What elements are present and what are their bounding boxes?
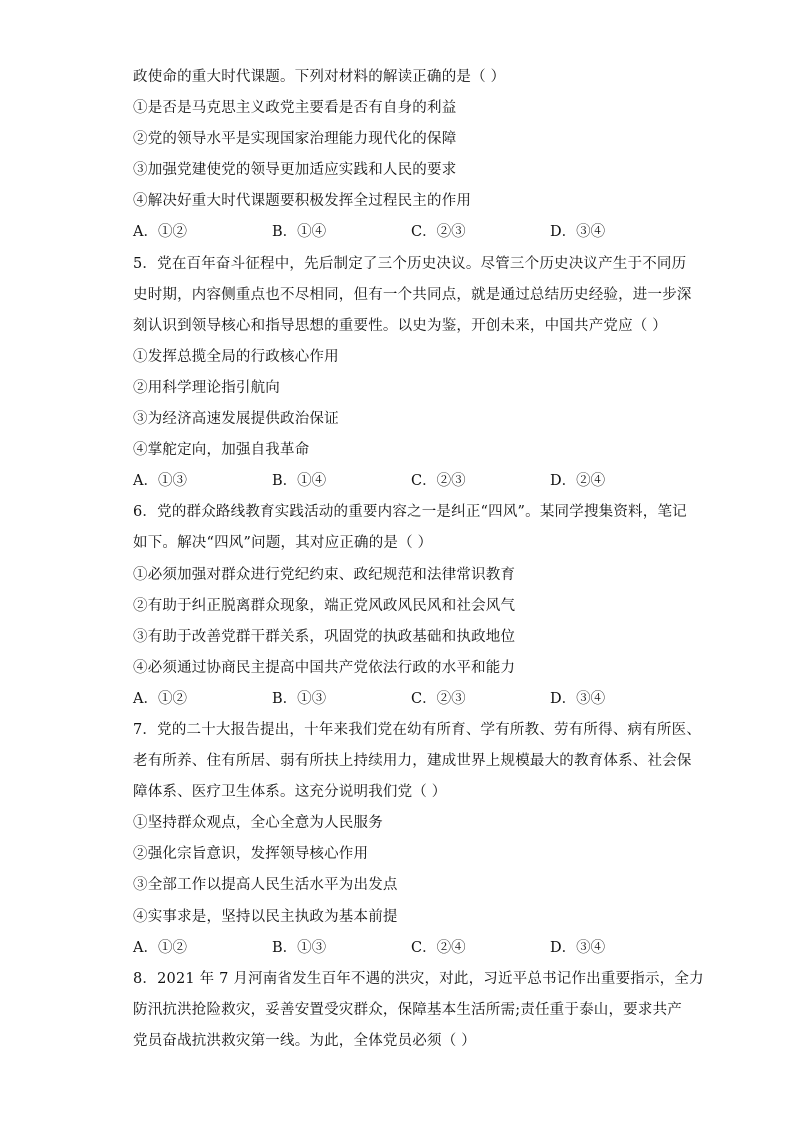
statement-3: ③为经济高速发展提供政治保证 — [133, 411, 339, 428]
question-stem-line: 史时期，内容侧重点也不尽相同，但有一个共同点，就是通过总结历史经验，进一步深 — [133, 286, 692, 303]
option-d: D．③④ — [550, 224, 606, 241]
statement-2: ②有助于纠正脱离群众现象，端正党风政风民风和社会风气 — [133, 597, 516, 614]
question-stem: 政使命的重大时代课题。下列对材料的解读正确的是（ ） — [133, 69, 506, 85]
option-b: B．①④ — [272, 473, 327, 490]
option-d: D．③④ — [550, 690, 606, 707]
exam-page — [133, 62, 704, 1057]
question-6 — [133, 497, 687, 715]
question-stem-line: 刻认识到领导核心和指导思想的重要性。以史为鉴，开创未来，中国共产党应（ ） — [133, 317, 668, 334]
question-stem-line: 5．党在百年奋斗征程中，先后制定了三个历史决议。尽管三个历史决议产生于不同历 — [133, 255, 687, 272]
statement-1: ①坚持群众观点，全心全意为人民服务 — [133, 815, 383, 832]
answer-options — [133, 466, 673, 497]
statement-3: ③有助于改善党群干群关系，巩固党的执政基础和执政地位 — [133, 628, 516, 645]
statement-3: ③全部工作以提高人民生活水平为出发点 — [133, 877, 398, 894]
option-d: D．②④ — [550, 473, 606, 490]
option-a: A．①③ — [133, 473, 187, 490]
question-5 — [133, 249, 692, 498]
question-stem-line: 8．2021 年 7 月河南省发生百年不遇的洪灾，对此，习近平总书记作出重要指示，全力 — [133, 970, 704, 987]
question-stem-line: 6．党的群众路线教育实践活动的重要内容之一是纠正“四风”。某同学搜集资料，笔记 — [133, 504, 687, 521]
statement-4: ④解决好重大时代课题要积极发挥全过程民主的作用 — [133, 193, 472, 210]
option-b: B．①③ — [272, 690, 327, 707]
question-stem-line: 7．党的二十大报告提出，十年来我们党在幼有所育、学有所教、劳有所得、病有所医、 — [133, 721, 702, 738]
question-4-continued — [133, 62, 673, 249]
option-d: D．③④ — [550, 939, 606, 956]
statement-1: ①是否是马克思主义政党主要看是否有自身的利益 — [133, 100, 457, 117]
statement-1: ①必须加强对群众进行党纪约束、政纪规范和法律常识教育 — [133, 566, 516, 583]
question-stem-line: 如下。解决“四风”问题，其对应正确的是（ ） — [133, 535, 433, 552]
question-stem-line: 老有所养、住有所居、弱有所扶上持续用力，建成世界上规模最大的教育体系、社会保 — [133, 753, 692, 770]
statement-4: ④必须通过协商民主提高中国共产党依法行政的水平和能力 — [133, 659, 516, 676]
option-a: A．①② — [133, 690, 187, 707]
statement-2: ②强化宗旨意识，发挥领导核心作用 — [133, 846, 369, 863]
statement-1: ①发挥总揽全局的行政核心作用 — [133, 348, 339, 365]
question-stem-line: 障体系、医疗卫生体系。这充分说明我们党（ ） — [133, 784, 447, 801]
answer-options — [133, 684, 673, 715]
option-b: B．①③ — [272, 939, 327, 956]
answer-options — [133, 933, 673, 964]
option-b: B．①④ — [272, 224, 327, 241]
answer-options — [133, 217, 673, 248]
statement-2: ②党的领导水平是实现国家治理能力现代化的保障 — [133, 131, 457, 148]
option-a: A．①② — [133, 224, 187, 241]
statement-2: ②用科学理论指引航向 — [133, 379, 280, 396]
statement-3: ③加强党建使党的领导更加适应实践和人民的要求 — [133, 162, 457, 179]
option-c: C．②④ — [411, 939, 466, 956]
option-a: A．①② — [133, 939, 187, 956]
question-stem-line: 党员奋战抗洪救灾第一线。为此，全体党员必须（ ） — [133, 1032, 476, 1049]
option-c: C．②③ — [411, 224, 466, 241]
option-c: C．②③ — [411, 473, 466, 490]
question-7 — [133, 715, 702, 964]
option-c: C．②③ — [411, 690, 466, 707]
statement-4: ④实事求是，坚持以民主执政为基本前提 — [133, 908, 398, 925]
question-stem-line: 防汛抗洪抢险救灾，妥善安置受灾群众，保障基本生活所需;责任重于泰山，要求共产 — [133, 1001, 682, 1018]
statement-4: ④掌舵定向，加强自我革命 — [133, 442, 310, 459]
question-8 — [133, 964, 704, 1057]
